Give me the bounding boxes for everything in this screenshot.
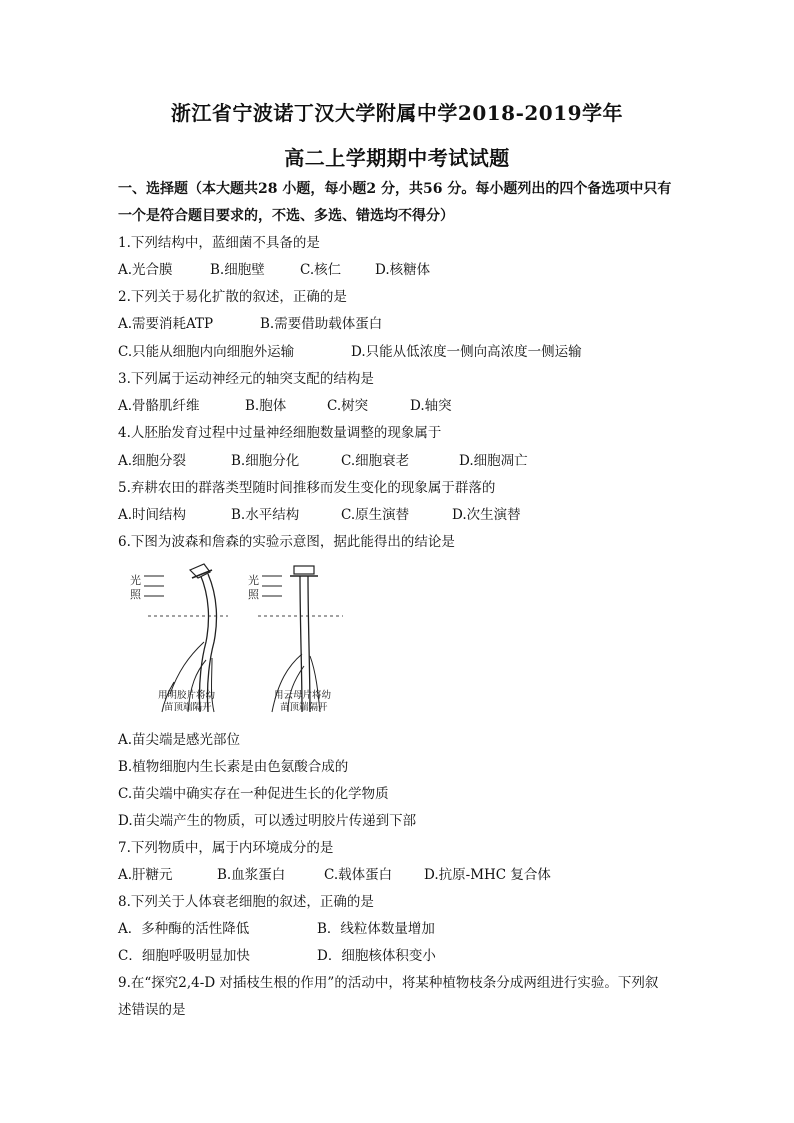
q5-option-a: A.时间结构 bbox=[118, 507, 187, 523]
q5-option-b: B.水平结构 bbox=[231, 507, 300, 523]
q6-option-d: D.苗尖端产生的物质，可以透过明胶片传递到下部 bbox=[118, 813, 417, 829]
q2-option-b: B.需要借助载体蛋白 bbox=[260, 316, 383, 332]
q1-option-d: D.核糖体 bbox=[375, 262, 431, 278]
q7-option-b: B.血浆蛋白 bbox=[217, 867, 286, 883]
question-2-stem: 2.下列关于易化扩散的叙述，正确的是 bbox=[118, 289, 347, 305]
document-title: 浙江省宁波诺丁汉大学附属中学2018-2019学年 bbox=[170, 101, 624, 125]
q4-option-c: C.细胞衰老 bbox=[341, 453, 410, 469]
question-4-stem: 4.人胚胎发育过程中过量神经细胞数量调整的现象属于 bbox=[118, 425, 442, 441]
document-subtitle: 高二上学期期中考试试题 bbox=[284, 146, 510, 170]
q2-option-a: A.需要消耗ATP bbox=[118, 316, 214, 332]
question-5-stem: 5.弃耕农田的群落类型随时间推移而发生变化的现象属于群落的 bbox=[118, 480, 496, 496]
question-1-stem: 1.下列结构中，蓝细菌不具备的是 bbox=[118, 235, 320, 251]
question-3-stem: 3.下列属于运动神经元的轴突支配的结构是 bbox=[118, 371, 374, 387]
q2-option-c: C.只能从细胞内向细胞外运输 bbox=[118, 344, 295, 360]
question-7-stem: 7.下列物质中，属于内环境成分的是 bbox=[118, 840, 334, 856]
q6-option-a: A.苗尖端是感光部位 bbox=[118, 732, 241, 748]
right-caption-line2: 苗顶端隔开 bbox=[280, 702, 328, 713]
q6-option-c: C.苗尖端中确实存在一种促进生长的化学物质 bbox=[118, 786, 389, 802]
left-caption-line1: 用明胶片将幼 bbox=[158, 690, 216, 701]
question-6-stem: 6.下图为波森和詹森的实验示意图，据此能得出的结论是 bbox=[118, 534, 455, 550]
q4-option-d: D.细胞凋亡 bbox=[459, 453, 528, 469]
q7-option-a: A.肝糖元 bbox=[118, 867, 173, 883]
question-9-stem: 9.在“探究2,4-D 对插枝生根的作用”的活动中，将某种植物枝条分成两组进行实验。下列叙 bbox=[118, 975, 659, 991]
q3-option-c: C.树突 bbox=[327, 398, 369, 414]
q1-option-c: C.核仁 bbox=[300, 262, 342, 278]
q4-option-b: B.细胞分化 bbox=[231, 453, 300, 469]
section-heading-line2: 一个是符合题目要求的，不选、多选、错选均不得分） bbox=[118, 208, 454, 224]
right-caption-line1: 用云母片将幼 bbox=[274, 690, 332, 701]
q8-option-d: D．细胞核体积变小 bbox=[317, 948, 436, 964]
light-label-left-1: 光 bbox=[130, 574, 141, 587]
q2-option-d: D.只能从低浓度一侧向高浓度一侧运输 bbox=[351, 344, 582, 360]
q1-option-a: A.光合膜 bbox=[118, 262, 173, 278]
light-label-right-1: 光 bbox=[248, 574, 259, 587]
q8-option-c: C．细胞呼吸明显加快 bbox=[118, 948, 250, 964]
q3-option-a: A.骨骼肌纤维 bbox=[118, 398, 200, 414]
q7-option-c: C.载体蛋白 bbox=[324, 867, 393, 883]
experiment-figure bbox=[128, 562, 358, 722]
q6-option-b: B.植物细胞内生长素是由色氨酸合成的 bbox=[118, 759, 349, 775]
q3-option-b: B.胞体 bbox=[245, 398, 287, 414]
light-label-left-2: 照 bbox=[130, 588, 141, 601]
q5-option-c: C.原生演替 bbox=[341, 507, 410, 523]
q4-option-a: A.细胞分裂 bbox=[118, 453, 187, 469]
q5-option-d: D.次生演替 bbox=[452, 507, 521, 523]
q8-option-a: A．多种酶的活性降低 bbox=[118, 921, 250, 937]
section-heading-line1: 一、选择题（本大题共28 小题，每小题2 分，共56 分。每小题列出的四个备选项中只有 bbox=[118, 181, 672, 197]
light-label-right-2: 照 bbox=[248, 588, 259, 601]
question-8-stem: 8.下列关于人体衰老细胞的叙述，正确的是 bbox=[118, 894, 374, 910]
question-9-stem-cont: 述错误的是 bbox=[118, 1002, 186, 1018]
q1-option-b: B.细胞壁 bbox=[210, 262, 265, 278]
left-caption-line2: 苗顶端隔开 bbox=[164, 702, 212, 713]
q7-option-d: D.抗原-MHC 复合体 bbox=[424, 867, 551, 883]
q3-option-d: D.轴突 bbox=[410, 398, 452, 414]
q8-option-b: B．线粒体数量增加 bbox=[317, 921, 435, 937]
